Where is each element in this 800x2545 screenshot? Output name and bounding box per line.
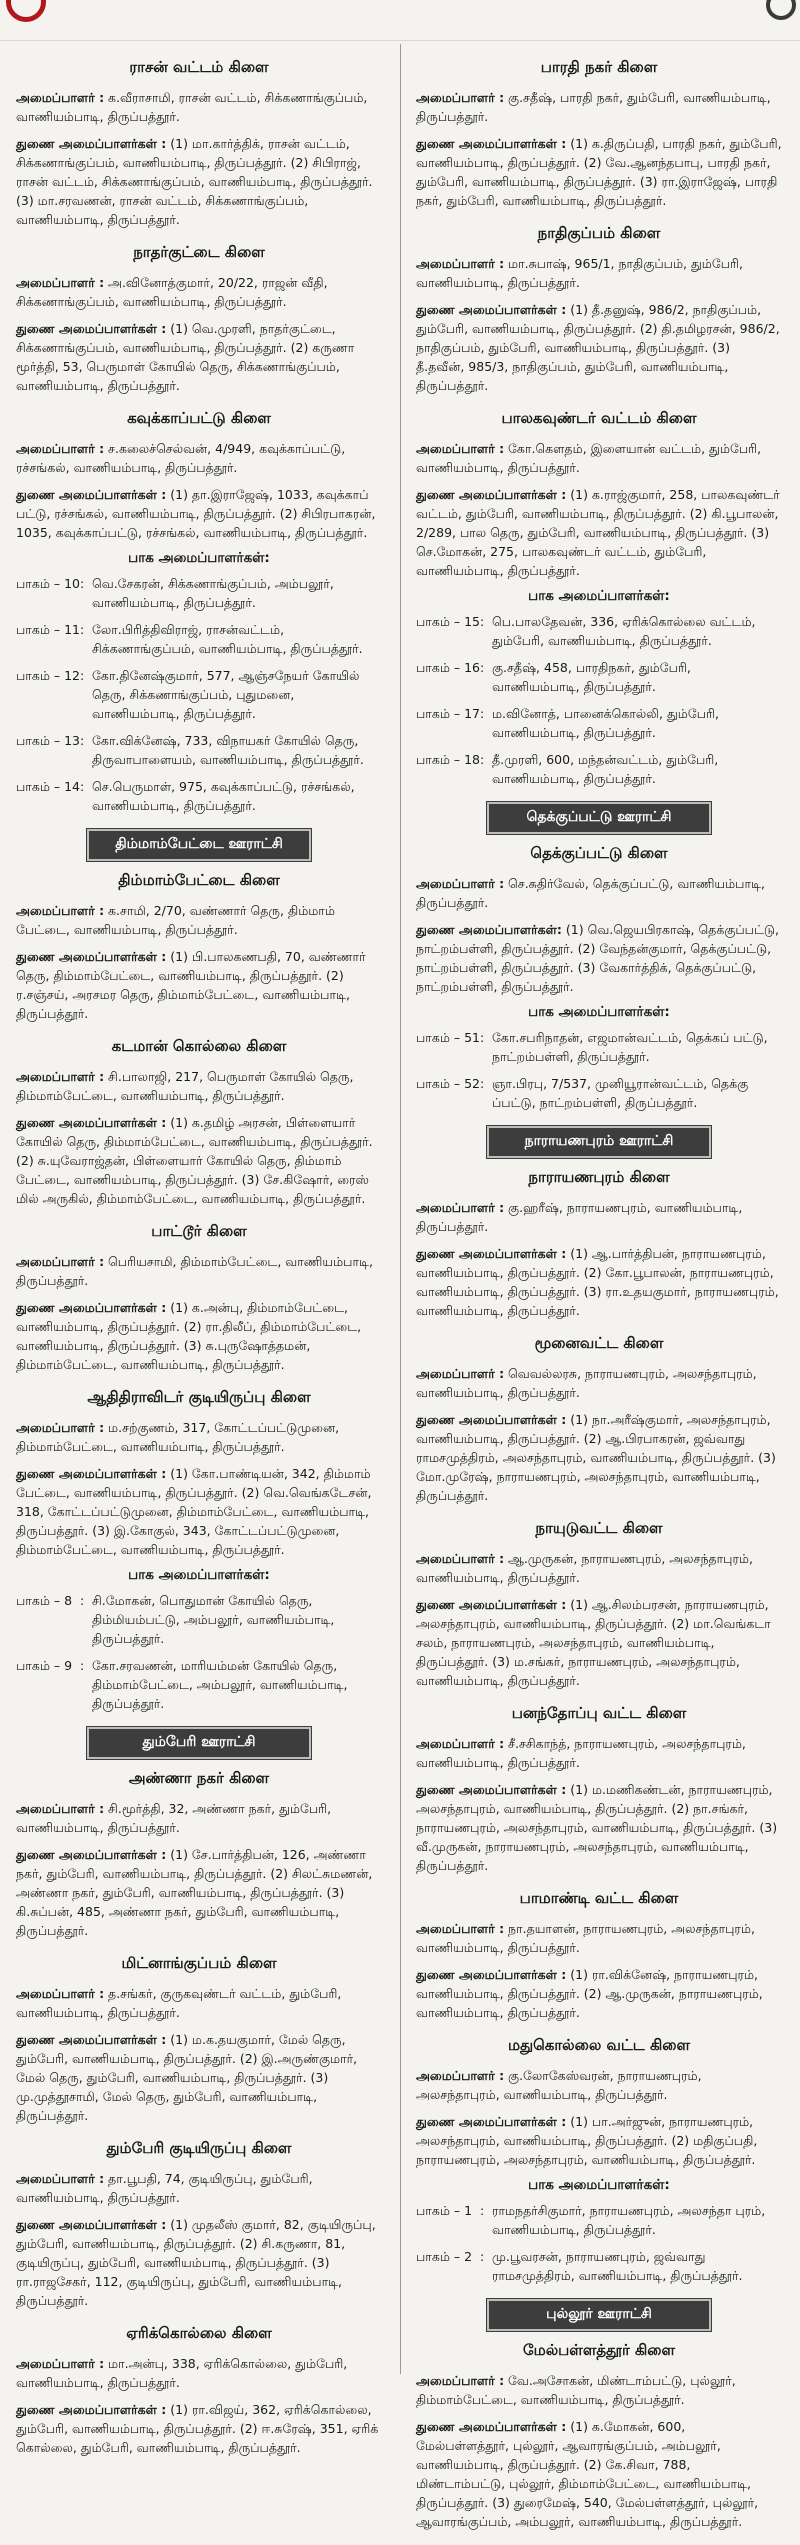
member-details: (1) பி.பாலகணபதி, 70, வண்ணார் தெரு, திம்மாம்பேட்டை, வாணியம்பாடி, திருப்பத்தூர். (2) ர.சஞ்சய், அரசமர தெரு, திம்மாம்பேட்டை, வாணியம்பாடி, திருப்பத்தூர். bbox=[16, 949, 366, 1021]
member-details: (1) தீ.தனுஷ், 986/2, நாதிகுப்பம், தும்பேரி, வாணியம்பாடி, திருப்பத்தூர். (2) தி.தமிழரசன், 986/2, நாதிகுப்பம், தும்பேரி, வாணியம்பாடி, திருப்பத்தூர். (3) தீ.தவீன், 985/3, நாதிகுப்பம், தும்பேரி, வாணியம்பாடி, திருப்பத்தூர். bbox=[416, 302, 780, 393]
booth-number: பாகம் – 52 bbox=[416, 1076, 480, 1091]
branch-heading: தும்பேரி குடியிருப்பு கிளை bbox=[106, 2139, 292, 2157]
booth-colon: : bbox=[80, 576, 85, 591]
branch-section bbox=[16, 58, 382, 229]
branch-heading: பாலகவுண்டர் வட்டம் கிளை bbox=[501, 409, 697, 427]
member-paragraph bbox=[16, 439, 382, 477]
member-details: (1) முதலீஸ் குமார், 82, குடியிருப்பு, தும்பேரி, வாணியம்பாடி, திருப்பத்தூர். (2) சி.கருணா, 81, குடியிருப்பு, தும்பேரி, வாணியம்பாடி, திருப்பத்தூர். (3) ரா.ராஜசேகர், 112, குடியிருப்பு, தும்பேரி, வாணியம்பாடி, திருப்பத்தூர். bbox=[16, 2217, 376, 2308]
member-paragraph bbox=[16, 134, 382, 229]
member-paragraph bbox=[416, 88, 782, 126]
role-label: துணை அமைப்பாளர்கள் : bbox=[16, 949, 167, 964]
booth-number: பாகம் – 15 bbox=[416, 614, 480, 629]
booth-details: கோ.சபரிநாதன், எஜமான்வட்டம், தெக்கப் பட்டு, நாட்றம்பள்ளி, திருப்பத்தூர். bbox=[492, 1030, 768, 1064]
booth-row bbox=[416, 750, 782, 788]
branch-section bbox=[416, 1889, 782, 2022]
booth-number: பாகம் – 12 bbox=[16, 668, 80, 683]
member-paragraph bbox=[16, 319, 382, 395]
booth-colon: : bbox=[480, 614, 485, 629]
branch-heading: மிட்னாங்குப்பம் கிளை bbox=[121, 1954, 277, 1972]
booth-colon: : bbox=[80, 779, 85, 794]
role-label: துணை அமைப்பாளர்கள்: bbox=[416, 922, 562, 937]
branch-section bbox=[16, 1769, 382, 1940]
role-label: துணை அமைப்பாளர்கள் : bbox=[16, 1115, 167, 1130]
booth-colon: : bbox=[480, 706, 485, 721]
booth-row bbox=[416, 1028, 782, 1066]
member-paragraph bbox=[16, 1418, 382, 1456]
role-label: அமைப்பாளர் : bbox=[16, 441, 105, 456]
member-details: (1) பா.அர்ஜுன், நாராயணபுரம், அலசந்தாபுரம், வாணியம்பாடி, திருப்பத்தூர். (2) மதிகுப்பதி, நாராயணபுரம், அலசந்தாபுரம், வாணியம்பாடி, திருப்பத்தூர். bbox=[416, 2114, 758, 2167]
member-paragraph bbox=[416, 2371, 782, 2409]
branch-heading: ஏரிக்கொல்லை கிளை bbox=[126, 2324, 272, 2342]
booth-number: பாகம் – 16 bbox=[416, 660, 480, 675]
member-paragraph bbox=[416, 1965, 782, 2022]
role-label: துணை அமைப்பாளர்கள் : bbox=[416, 136, 567, 151]
branch-heading: கவுக்காப்பட்டு கிளை bbox=[127, 409, 271, 427]
role-label: அமைப்பாளர் : bbox=[16, 903, 105, 918]
booth-colon: : bbox=[80, 622, 85, 637]
role-label: அமைப்பாளர் : bbox=[416, 90, 505, 105]
booth-number: பாகம் – 13 bbox=[16, 733, 80, 748]
member-details: (1) க.தமிழ் அரசன், பிள்ளையார் கோயில் தெரு, திம்மாம்பேட்டை, வாணியம்பாடி, திருப்பத்தூர். (2) சு.யுவேராஜ்தன், பிள்ளையார் கோயில் தெரு, திம்மாம் பேட்டை, வாணியம்பாடி, திருப்பத்தூர். (3) சே.கிஷோர், ரைஸ் மில் அருகில், திம்மாம்பேட்டை, வாணியம்பாடி, திருப்பத்தூர். bbox=[16, 1115, 373, 1206]
member-paragraph bbox=[416, 2417, 782, 2531]
member-details: நா.தயாளன், நாராயணபுரம், அலசந்தாபுரம், வாணியம்பாடி, திருப்பத்தூர். bbox=[416, 1921, 755, 1955]
booth-colon: : bbox=[480, 660, 485, 675]
branch-section bbox=[16, 1037, 382, 1208]
member-paragraph bbox=[416, 2066, 782, 2104]
booth-row bbox=[16, 1591, 382, 1648]
member-details: கு.சதீஷ், பாரதி நகர், தும்பேரி, வாணியம்பாடி, திருப்பத்தூர். bbox=[416, 90, 771, 124]
booth-number: பாகம் – 18 bbox=[416, 752, 480, 767]
right-column bbox=[416, 58, 782, 2545]
branch-section bbox=[416, 2036, 782, 2285]
member-paragraph bbox=[416, 439, 782, 477]
member-paragraph bbox=[416, 134, 782, 210]
branch-section bbox=[416, 58, 782, 210]
member-paragraph bbox=[16, 2030, 382, 2125]
booth-number: பாகம் – 11 bbox=[16, 622, 80, 637]
member-paragraph bbox=[16, 2169, 382, 2207]
member-details: (1) தா.இராஜேஷ், 1033, கவுக்காப் பட்டு, ரச்சங்கல், வாணியம்பாடி, திருப்பத்தூர். (2) சிபிரபாகரன், 1035, கவுக்காப்பட்டு, ரச்சங்கல், வாணியம்பாடி, திருப்பத்தூர். bbox=[16, 487, 376, 540]
role-label: துணை அமைப்பாளர்கள் : bbox=[16, 321, 167, 336]
role-label: அமைப்பாளர் : bbox=[16, 90, 105, 105]
column-divider bbox=[400, 44, 401, 2374]
member-details: வே.அசோகன், மிண்டாம்பட்டு, புல்லூர், திம்மாம்பேட்டை, வாணியம்பாடி, திருப்பத்தூர். bbox=[416, 2373, 736, 2407]
booth-number: பாகம் – 1 bbox=[416, 2203, 473, 2218]
booth-row bbox=[16, 666, 382, 723]
member-details: (1) வெ.ஜெயபிரகாஷ், தெக்குப்பட்டு, நாட்றம்பள்ளி, திருப்பத்தூர். (2) வேந்தன்குமார், தெக்குப்பட்டு, நாட்றம்பள்ளி, திருப்பத்தூர். (3) வேகார்த்திக், தெக்குப்பட்டு, நாட்றம்பள்ளி, திருப்பத்தூர். bbox=[416, 922, 780, 994]
branch-heading: நாதர்குட்டை கிளை bbox=[133, 243, 265, 261]
member-details: (1) க.ராஜ்குமார், 258, பாலகவுண்டர் வட்டம், தும்பேரி, வாணியம்பாடி, திருப்பத்தூர். (2) கி.பூபாலன், 2/289, பால தெரு, தும்பேரி, வாணியம்பாடி, திருப்பத்தூர். (3) செ.மோகன், 275, பாலகவுண்டர் வட்டம், தும்பேரி, வாணியம்பாடி, திருப்பத்தூர். bbox=[416, 487, 780, 578]
branch-heading: பாரதி நகர் கிளை bbox=[540, 58, 658, 76]
booth-details: கு.சதீஷ், 458, பாரதிநகர், தும்பேரி, வாணியம்பாடி, திருப்பத்தூர். bbox=[492, 660, 691, 694]
member-details: பெரியசாமி, திம்மாம்பேட்டை, வாணியம்பாடி, திருப்பத்தூர். bbox=[16, 1254, 373, 1288]
branch-heading: மேல்பள்ளத்தூர் கிளை bbox=[522, 2341, 676, 2359]
booth-row bbox=[16, 620, 382, 658]
role-label: அமைப்பாளர் : bbox=[16, 2356, 105, 2371]
member-paragraph bbox=[416, 920, 782, 996]
member-paragraph bbox=[16, 947, 382, 1023]
panchayat-banner: தும்பேரி ஊராட்சி bbox=[87, 1727, 311, 1759]
member-paragraph bbox=[16, 2400, 382, 2457]
role-label: அமைப்பாளர் : bbox=[416, 1200, 505, 1215]
member-details: (1) சே.பார்த்திபன், 126, அண்ணா நகர், தும்பேரி, வாணியம்பாடி, திருப்பத்தூர். (2) சிலட்சுமணன், அண்ணா நகர், தும்பேரி, வாணியம்பாடி, திருப்பத்தூர். (3) கி.சுப்பன், 485, அண்ணா நகர், தும்பேரி, வாணியம்பாடி, திருப்பத்தூர். bbox=[16, 1847, 373, 1938]
booth-colon: : bbox=[80, 1658, 85, 1673]
member-paragraph bbox=[16, 485, 382, 542]
member-details: கு.ஹரீஷ், நாராயணபுரம், வாணியம்பாடி, திருப்பத்தூர். bbox=[416, 1200, 743, 1234]
member-details: (1) ரா.விஜய், 362, ஏரிக்கொல்லை, தும்பேரி, வாணியம்பாடி, திருப்பத்தூர். (2) ஈ.சுரேஷ், 351, ஏரிக் கொல்லை, தும்பேரி, வாணியம்பாடி, திருப்பத்தூர். bbox=[16, 2402, 379, 2455]
role-label: துணை அமைப்பாளர்கள் : bbox=[416, 1412, 567, 1427]
booth-details: வெ.சேகரன், சிக்கணாங்குப்பம், அம்பலூர், வாணியம்பாடி, திருப்பத்தூர். bbox=[92, 576, 334, 610]
booth-row bbox=[416, 1074, 782, 1112]
branch-section bbox=[16, 1222, 382, 1374]
branch-section bbox=[16, 2139, 382, 2310]
role-label: அமைப்பாளர் : bbox=[416, 441, 505, 456]
booth-details: கோ.தினேஷ்குமார், 577, ஆஞ்சநேயர் கோயில் தெரு, சிக்கணாங்குப்பம், புதுமனை, வாணியம்பாடி, திருப்பத்தூர். bbox=[92, 668, 360, 721]
member-paragraph bbox=[416, 874, 782, 912]
member-paragraph bbox=[416, 1780, 782, 1875]
member-paragraph bbox=[16, 1298, 382, 1374]
member-details: மா.சுபாஷ், 965/1, நாதிகுப்பம், தும்பேரி, வாணியம்பாடி, திருப்பத்தூர். bbox=[416, 256, 743, 290]
booth-number: பாகம் – 2 bbox=[416, 2249, 473, 2264]
member-paragraph bbox=[416, 2112, 782, 2169]
member-paragraph bbox=[416, 254, 782, 292]
booth-row bbox=[16, 777, 382, 815]
role-label: அமைப்பாளர் : bbox=[16, 1069, 105, 1084]
member-details: (1) க.திருப்பதி, பாரதி நகர், தும்பேரி, வாணியம்பாடி, திருப்பத்தூர். (2) வே.ஆனந்தபாபு, பாரதி நகர், தும்பேரி, வாணியம்பாடி, திருப்பத்தூர். (3) ரா.இராஜேஷ், பாரதி நகர், தும்பேரி, வாணியம்பாடி, திருப்பத்தூர். bbox=[416, 136, 782, 208]
booth-colon: : bbox=[480, 752, 485, 767]
member-details: ஆ.முருகன், நாராயணபுரம், அலசந்தாபுரம், வாணியம்பாடி, திருப்பத்தூர். bbox=[416, 1551, 753, 1585]
branch-section bbox=[416, 1519, 782, 1690]
member-details: வெவல்லரசு, நாராயணபுரம், அலசந்தாபுரம், வாணியம்பாடி, திருப்பத்தூர். bbox=[416, 1366, 757, 1400]
member-details: (1) ஆ.சிலம்பரசன், நாராயணபுரம், அலசந்தாபுரம், வாணியம்பாடி, திருப்பத்தூர். (2) மா.வெங்கடா சலம், நாராயணபுரம், அலசந்தாபுரம், வாணியம்பாடி, திருப்பத்தூர். (3) ம.சங்கர், நாராயணபுரம், அலசந்தாபுரம், வாணியம்பாடி, திருப்பத்தூர். bbox=[416, 1597, 771, 1688]
branch-section bbox=[416, 844, 782, 1112]
role-label: அமைப்பாளர் : bbox=[416, 1366, 505, 1381]
booth-details: ஞா.பிரபு, 7/537, முனியூரான்வட்டம், தெக்கு ப்பட்டு, நாட்றம்பள்ளி, திருப்பத்தூர். bbox=[492, 1076, 749, 1110]
member-paragraph bbox=[16, 1067, 382, 1105]
member-details: (1) க.மோகன், 600, மேல்பள்ளத்தூர், புல்லூர், ஆவாரங்குப்பம், அம்பலூர், வாணியம்பாடி, திருப்பத்தூர். (2) கே.சிவா, 788, மிண்டாம்பட்டு, புல்லூர், திம்மாம்பேட்டை, வாணியம்பாடி, திருப்பத்தூர். (3) துரைமேஷ், 540, மேல்பள்ளத்தூர், புல்லூர், ஆவாரங்குப்பம், அம்பலூர், வாணியம்பாடி, திருப்பத்தூர். bbox=[416, 2419, 759, 2529]
booth-row bbox=[416, 2201, 782, 2239]
booth-colon: : bbox=[480, 1076, 485, 1091]
member-paragraph bbox=[416, 1244, 782, 1320]
role-label: அமைப்பாளர் : bbox=[16, 275, 105, 290]
branch-heading: மூனைவட்ட கிளை bbox=[534, 1334, 664, 1352]
booth-row bbox=[16, 731, 382, 769]
branch-section bbox=[416, 1704, 782, 1875]
booth-colon: : bbox=[480, 1030, 485, 1045]
member-paragraph bbox=[16, 901, 382, 939]
role-label: துணை அமைப்பாளர்கள் : bbox=[416, 1597, 567, 1612]
panchayat-banner: தெக்குப்பட்டு ஊராட்சி bbox=[487, 802, 711, 834]
member-details: சி.பாலாஜி, 217, பெருமாள் கோயில் தெரு, திம்மாம்பேட்டை, வாணியம்பாடி, திருப்பத்தூர். bbox=[16, 1069, 354, 1103]
booth-number: பாகம் – 14 bbox=[16, 779, 80, 794]
role-label: துணை அமைப்பாளர்கள் : bbox=[416, 1782, 567, 1797]
role-label: துணை அமைப்பாளர்கள் : bbox=[16, 2217, 167, 2232]
member-details: கு.லோகேஸ்வரன், நாராயணபுரம், அலசந்தாபுரம், வாணியம்பாடி, திருப்பத்தூர். bbox=[416, 2068, 702, 2102]
role-label: அமைப்பாளர் : bbox=[416, 2373, 505, 2388]
role-label: துணை அமைப்பாளர்கள் : bbox=[16, 487, 167, 502]
member-details: (1) ம.க.தயகுமார், மேல் தெரு, தும்பேரி, வாணியம்பாடி, திருப்பத்தூர். (2) இ.அருண்குமார், மேல் தெரு, தும்பேரி, வாணியம்பாடி, திருப்பத்தூர். (3) மு.முத்தூசாமி, மேல் தெரு, தும்பேரி, வாணியம்பாடி, திருப்பத்தூர். bbox=[16, 2032, 358, 2123]
member-details: ச.கலைச்செல்வன், 4/949, கவுக்காப்பட்டு, ரச்சங்கல், வாணியம்பாடி, திருப்பத்தூர். bbox=[16, 441, 346, 475]
booth-heading: பாக அமைப்பாளர்கள்: bbox=[128, 1567, 270, 1583]
member-paragraph bbox=[416, 1734, 782, 1772]
member-details: (1) கோ.பாண்டியன், 342, திம்மாம் பேட்டை, வாணியம்பாடி, திருப்பத்தூர். (2) வெ.வெங்கடேசன், 318, கோட்டப்பட்டுமுனை, திம்மாம்பேட்டை, வாணியம்பாடி, திருப்பத்தூர். (3) இ.கோகுல், 343, கோட்டப்பட்டுமுனை, திம்மாம்பேட்டை, வாணியம்பாடி, திருப்பத்தூர். bbox=[16, 1466, 372, 1557]
booth-number: பாகம் – 10 bbox=[16, 576, 80, 591]
left-column bbox=[16, 58, 382, 2471]
role-label: துணை அமைப்பாளர்கள் : bbox=[16, 1466, 167, 1481]
booth-details: செ.பெருமாள், 975, கவுக்காப்பட்டு, ரச்சங்கல், வாணியம்பாடி, திருப்பத்தூர். bbox=[92, 779, 355, 813]
member-paragraph bbox=[16, 88, 382, 126]
member-details: கோ.கௌதம், இளையான் வட்டம், தும்பேரி, வாணியம்பாடி, திருப்பத்தூர். bbox=[416, 441, 762, 475]
booth-number: பாகம் – 51 bbox=[416, 1030, 480, 1045]
branch-section bbox=[416, 1334, 782, 1505]
member-paragraph bbox=[16, 2354, 382, 2392]
member-details: (1) வெ.முரளி, நாதர்குட்டை, சிக்கணாங்குப்பம், வாணியம்பாடி, திருப்பத்தூர். (2) கருணா மூர்த்தி, 53, பெருமாள் கோயில் தெரு, சிக்கணாங்குப்பம், வாணியம்பாடி, திருப்பத்தூர். bbox=[16, 321, 355, 393]
booth-details: கோ.விக்னேஷ், 733, விநாயகர் கோயில் தெரு, திருவாபாளையம், வாணியம்பாடி, திருப்பத்தூர். bbox=[92, 733, 364, 767]
booth-details: லோ.பிரித்திவிராஜ், ராசன்வட்டம், சிக்கணாங்குப்பம், வாணியம்பாடி, திருப்பத்தூர். bbox=[92, 622, 363, 656]
booth-heading: பாக அமைப்பாளர்கள்: bbox=[528, 1004, 670, 1020]
booth-row bbox=[16, 1656, 382, 1713]
branch-heading: பனந்தோப்பு வட்ட கிளை bbox=[511, 1704, 687, 1722]
branch-heading: நாதிகுப்பம் கிளை bbox=[537, 224, 661, 242]
role-label: அமைப்பாளர் : bbox=[16, 1254, 105, 1269]
role-label: அமைப்பாளர் : bbox=[416, 876, 505, 891]
member-details: (1) மா.கார்த்திக், ராசன் வட்டம், சிக்கணாங்குப்பம், வாணியம்பாடி, திருப்பத்தூர். (2) சிபிராஜ், ராசன் வட்டம், சிக்கணாங்குப்பம், வாணியம்பாடி, திருப்பத்தூர். (3) மா.சரவணன், ராசன் வட்டம், சிக்கணாங்குப்பம், வாணியம்பாடி, திருப்பத்தூர். bbox=[16, 136, 373, 227]
role-label: துணை அமைப்பாளர்கள் : bbox=[416, 1967, 567, 1982]
booth-number: பாகம் – 9 bbox=[16, 1658, 73, 1673]
role-label: அமைப்பாளர் : bbox=[416, 256, 505, 271]
booth-details: பெ.பாலதேவன், 336, ஏரிக்கொல்லை வட்டம், தும்பேரி, வாணியம்பாடி, திருப்பத்தூர். bbox=[492, 614, 756, 648]
role-label: துணை அமைப்பாளர்கள் : bbox=[16, 2032, 167, 2047]
booth-details: கோ.சரவணன், மாரியம்மன் கோயில் தெரு, திம்மாம்பேட்டை, அம்பலூர், வாணியம்பாடி, திருப்பத்தூர். bbox=[92, 1658, 348, 1711]
branch-heading: கடமான் கொல்லை கிளை bbox=[111, 1037, 287, 1055]
member-details: தா.பூபதி, 74, குடியிருப்பு, தும்பேரி, வாணியம்பாடி, திருப்பத்தூர். bbox=[16, 2171, 313, 2205]
member-details: க.வீராசாமி, ராசன் வட்டம், சிக்கணாங்குப்பம், வாணியம்பாடி, திருப்பத்தூர். bbox=[16, 90, 368, 124]
member-paragraph bbox=[416, 1919, 782, 1957]
booth-row bbox=[416, 704, 782, 742]
role-label: அமைப்பாளர் : bbox=[16, 1801, 105, 1816]
booth-number: பாகம் – 8 bbox=[16, 1593, 73, 1608]
branch-section bbox=[16, 871, 382, 1023]
role-label: துணை அமைப்பாளர்கள் : bbox=[16, 1847, 167, 1862]
role-label: துணை அமைப்பாளர்கள் : bbox=[16, 2402, 167, 2417]
member-paragraph bbox=[416, 1198, 782, 1236]
booth-details: மு.பூவரசன், நாராயணபுரம், ஜவ்வாது ராமசமுத்திரம், வாணியம்பாடி, திருப்பத்தூர். bbox=[492, 2249, 743, 2283]
member-paragraph bbox=[16, 2215, 382, 2310]
role-label: துணை அமைப்பாளர்கள் : bbox=[416, 1246, 567, 1261]
member-details: (1) க.அன்பு, திம்மாம்பேட்டை, வாணியம்பாடி, திருப்பத்தூர். (2) ரா.திலீப், திம்மாம்பேட்டை, வாணியம்பாடி, திருப்பத்தூர். (3) சு.புருஷோத்தமன், திம்மாம்பேட்டை, வாணியம்பாடி, திருப்பத்தூர். bbox=[16, 1300, 362, 1372]
branch-section bbox=[416, 409, 782, 788]
member-details: (1) ஆ.பார்த்திபன், நாராயணபுரம், வாணியம்பாடி, திருப்பத்தூர். (2) கோ.பூபாலன், நாராயணபுரம், வாணியம்பாடி, திருப்பத்தூர். (3) ரா.உதயகுமார், நாராயணபுரம், வாணியம்பாடி, திருப்பத்தூர். bbox=[416, 1246, 779, 1318]
member-paragraph bbox=[416, 1364, 782, 1402]
branch-section bbox=[16, 243, 382, 395]
role-label: அமைப்பாளர் : bbox=[16, 1420, 105, 1435]
booth-details: சி.மோகன், பொதுமான் கோயில் தெரு, திம்மியம்பட்டு, அம்பலூர், வாணியம்பாடி, திருப்பத்தூர். bbox=[92, 1593, 335, 1646]
branch-section bbox=[16, 409, 382, 815]
booth-colon: : bbox=[80, 733, 85, 748]
member-details: க.சாமி, 2/70, வண்ணார் தெரு, திம்மாம் பேட்டை, வாணியம்பாடி, திருப்பத்தூர். bbox=[16, 903, 335, 937]
role-label: துணை அமைப்பாளர்கள் : bbox=[416, 2114, 567, 2129]
member-details: செ.சுதிர்வேல், தெக்குப்பட்டு, வாணியம்பாடி, திருப்பத்தூர். bbox=[416, 876, 765, 910]
branch-heading: தெக்குப்பட்டு கிளை bbox=[530, 844, 668, 862]
booth-row bbox=[16, 574, 382, 612]
member-details: மா.அன்பு, 338, ஏரிக்கொல்லை, தும்பேரி, வாணியம்பாடி, திருப்பத்தூர். bbox=[16, 2356, 348, 2390]
panchayat-banner: திம்மாம்பேட்டை ஊராட்சி bbox=[87, 829, 311, 861]
role-label: அமைப்பாளர் : bbox=[416, 1921, 505, 1936]
booth-row bbox=[416, 612, 782, 650]
member-paragraph bbox=[416, 1549, 782, 1587]
member-paragraph bbox=[416, 1595, 782, 1690]
booth-details: ராமநதர்சிகுமார், நாராயணபுரம், அலசந்தா புரம், வாணியம்பாடி, திருப்பத்தூர். bbox=[492, 2203, 766, 2237]
member-details: அ.வினோத்குமார், 20/22, ராஜன் வீதி, சிக்கணாங்குப்பம், வாணியம்பாடி, திருப்பத்தூர். bbox=[16, 275, 328, 309]
booth-row bbox=[416, 2247, 782, 2285]
role-label: துணை அமைப்பாளர்கள் : bbox=[16, 136, 167, 151]
branch-heading: பாட்டூர் கிளை bbox=[151, 1222, 247, 1240]
branch-section bbox=[16, 1388, 382, 1713]
role-label: அமைப்பாளர் : bbox=[16, 2171, 105, 2186]
branch-section bbox=[416, 224, 782, 395]
member-paragraph bbox=[16, 1845, 382, 1940]
role-label: அமைப்பாளர் : bbox=[16, 1986, 105, 2001]
branch-heading: மதுகொல்லை வட்ட கிளை bbox=[508, 2036, 690, 2054]
branch-heading: ராசன் வட்டம் கிளை bbox=[129, 58, 269, 76]
booth-colon: : bbox=[80, 668, 85, 683]
member-details: (1) ம.மணிகண்டன், நாராயணபுரம், அலசந்தாபுரம், வாணியம்பாடி, திருப்பத்தூர். (2) நா.சங்கர், நாராயணபுரம், அலசந்தாபுரம், வாணியம்பாடி, திருப்பத்தூர். (3) வீ.முருகன், நாராயணபுரம், அலசந்தாபுரம், வாணியம்பாடி, திருப்பத்தூர். bbox=[416, 1782, 778, 1873]
booth-heading: பாக அமைப்பாளர்கள்: bbox=[528, 588, 670, 604]
panchayat-banner: புல்லூர் ஊராட்சி bbox=[487, 2299, 711, 2331]
panchayat-banner: நாராயணபுரம் ஊராட்சி bbox=[487, 1126, 711, 1158]
branch-section bbox=[416, 2341, 782, 2531]
masthead-logo-icon bbox=[6, 0, 46, 22]
branch-heading: பாமாண்டி வட்ட கிளை bbox=[519, 1889, 679, 1907]
branch-section bbox=[16, 1954, 382, 2125]
member-details: சி.மூர்த்தி, 32, அண்ணா நகர், தும்பேரி, வாணியம்பாடி, திருப்பத்தூர். bbox=[16, 1801, 332, 1835]
role-label: துணை அமைப்பாளர்கள் : bbox=[416, 2419, 567, 2434]
branch-heading: நாராயணபுரம் கிளை bbox=[528, 1168, 670, 1186]
member-paragraph bbox=[16, 1984, 382, 2022]
booth-colon: : bbox=[480, 2249, 485, 2264]
booth-colon: : bbox=[480, 2203, 485, 2218]
branch-heading: அண்ணா நகர் கிளை bbox=[128, 1769, 270, 1787]
branch-heading: திம்மாம்பேட்டை கிளை bbox=[118, 871, 280, 889]
branch-heading: நாயுடுவட்ட கிளை bbox=[535, 1519, 663, 1537]
member-paragraph bbox=[16, 1464, 382, 1559]
member-paragraph bbox=[16, 273, 382, 311]
member-paragraph bbox=[416, 300, 782, 395]
booth-heading: பாக அமைப்பாளர்கள்: bbox=[528, 2177, 670, 2193]
branch-section bbox=[416, 1168, 782, 1320]
role-label: துணை அமைப்பாளர்கள் : bbox=[416, 302, 567, 317]
member-details: (1) ரா.விக்னேஷ், நாராயணபுரம், வாணியம்பாடி, திருப்பத்தூர். (2) ஆ.முருகன், நாராயணபுரம், வாணியம்பாடி, திருப்பத்தூர். bbox=[416, 1967, 763, 2020]
member-details: த.சங்கர், குருகவுண்டர் வட்டம், தும்பேரி, வாணியம்பாடி, திருப்பத்தூர். bbox=[16, 1986, 342, 2020]
member-paragraph bbox=[16, 1799, 382, 1837]
role-label: துணை அமைப்பாளர்கள் : bbox=[16, 1300, 167, 1315]
role-label: அமைப்பாளர் : bbox=[416, 1551, 505, 1566]
branch-section bbox=[16, 2324, 382, 2457]
booth-colon: : bbox=[80, 1593, 85, 1608]
member-details: ம.சற்குணம், 317, கோட்டப்பட்டுமுனை, திம்மாம்பேட்டை, வாணியம்பாடி, திருப்பத்தூர். bbox=[16, 1420, 340, 1454]
booth-number: பாகம் – 17 bbox=[416, 706, 480, 721]
member-details: (1) நா.அரீஷ்குமார், அலசந்தாபுரம், வாணியம்பாடி, திருப்பத்தூர். (2) ஆ.பிரபாகரன், ஜவ்வாது ராமசமுத்திரம், அலசந்தாபுரம், வாணியம்பாடி, திருப்பத்தூர். (3) மோ.முரேஷ், நாராயணபுரம், அலசந்தாபுரம், வாணியம்பாடி, திருப்பத்தூர். bbox=[416, 1412, 776, 1503]
branch-heading: ஆதிதிராவிடர் குடியிருப்பு கிளை bbox=[87, 1388, 311, 1406]
booth-details: ம.வினோத், பானைக்கொல்லி, தும்பேரி, வாணியம்பாடி, திருப்பத்தூர். bbox=[492, 706, 720, 740]
role-label: அமைப்பாளர் : bbox=[416, 1736, 505, 1751]
booth-heading: பாக அமைப்பாளர்கள்: bbox=[128, 550, 270, 566]
masthead-emblem-icon bbox=[766, 0, 796, 20]
booth-row bbox=[416, 658, 782, 696]
role-label: துணை அமைப்பாளர்கள் : bbox=[416, 487, 567, 502]
member-paragraph bbox=[416, 485, 782, 580]
member-paragraph bbox=[16, 1113, 382, 1208]
page-top-strip bbox=[0, 0, 800, 41]
member-paragraph bbox=[416, 1410, 782, 1505]
member-paragraph bbox=[16, 1252, 382, 1290]
booth-details: தீ.முரளி, 600, மந்தன்வட்டம், தும்பேரி, வாணியம்பாடி, திருப்பத்தூர். bbox=[492, 752, 719, 786]
member-details: சீ.சசிகாந்த், நாராயணபுரம், அலசந்தாபுரம், வாணியம்பாடி, திருப்பத்தூர். bbox=[416, 1736, 746, 1770]
role-label: அமைப்பாளர் : bbox=[416, 2068, 505, 2083]
